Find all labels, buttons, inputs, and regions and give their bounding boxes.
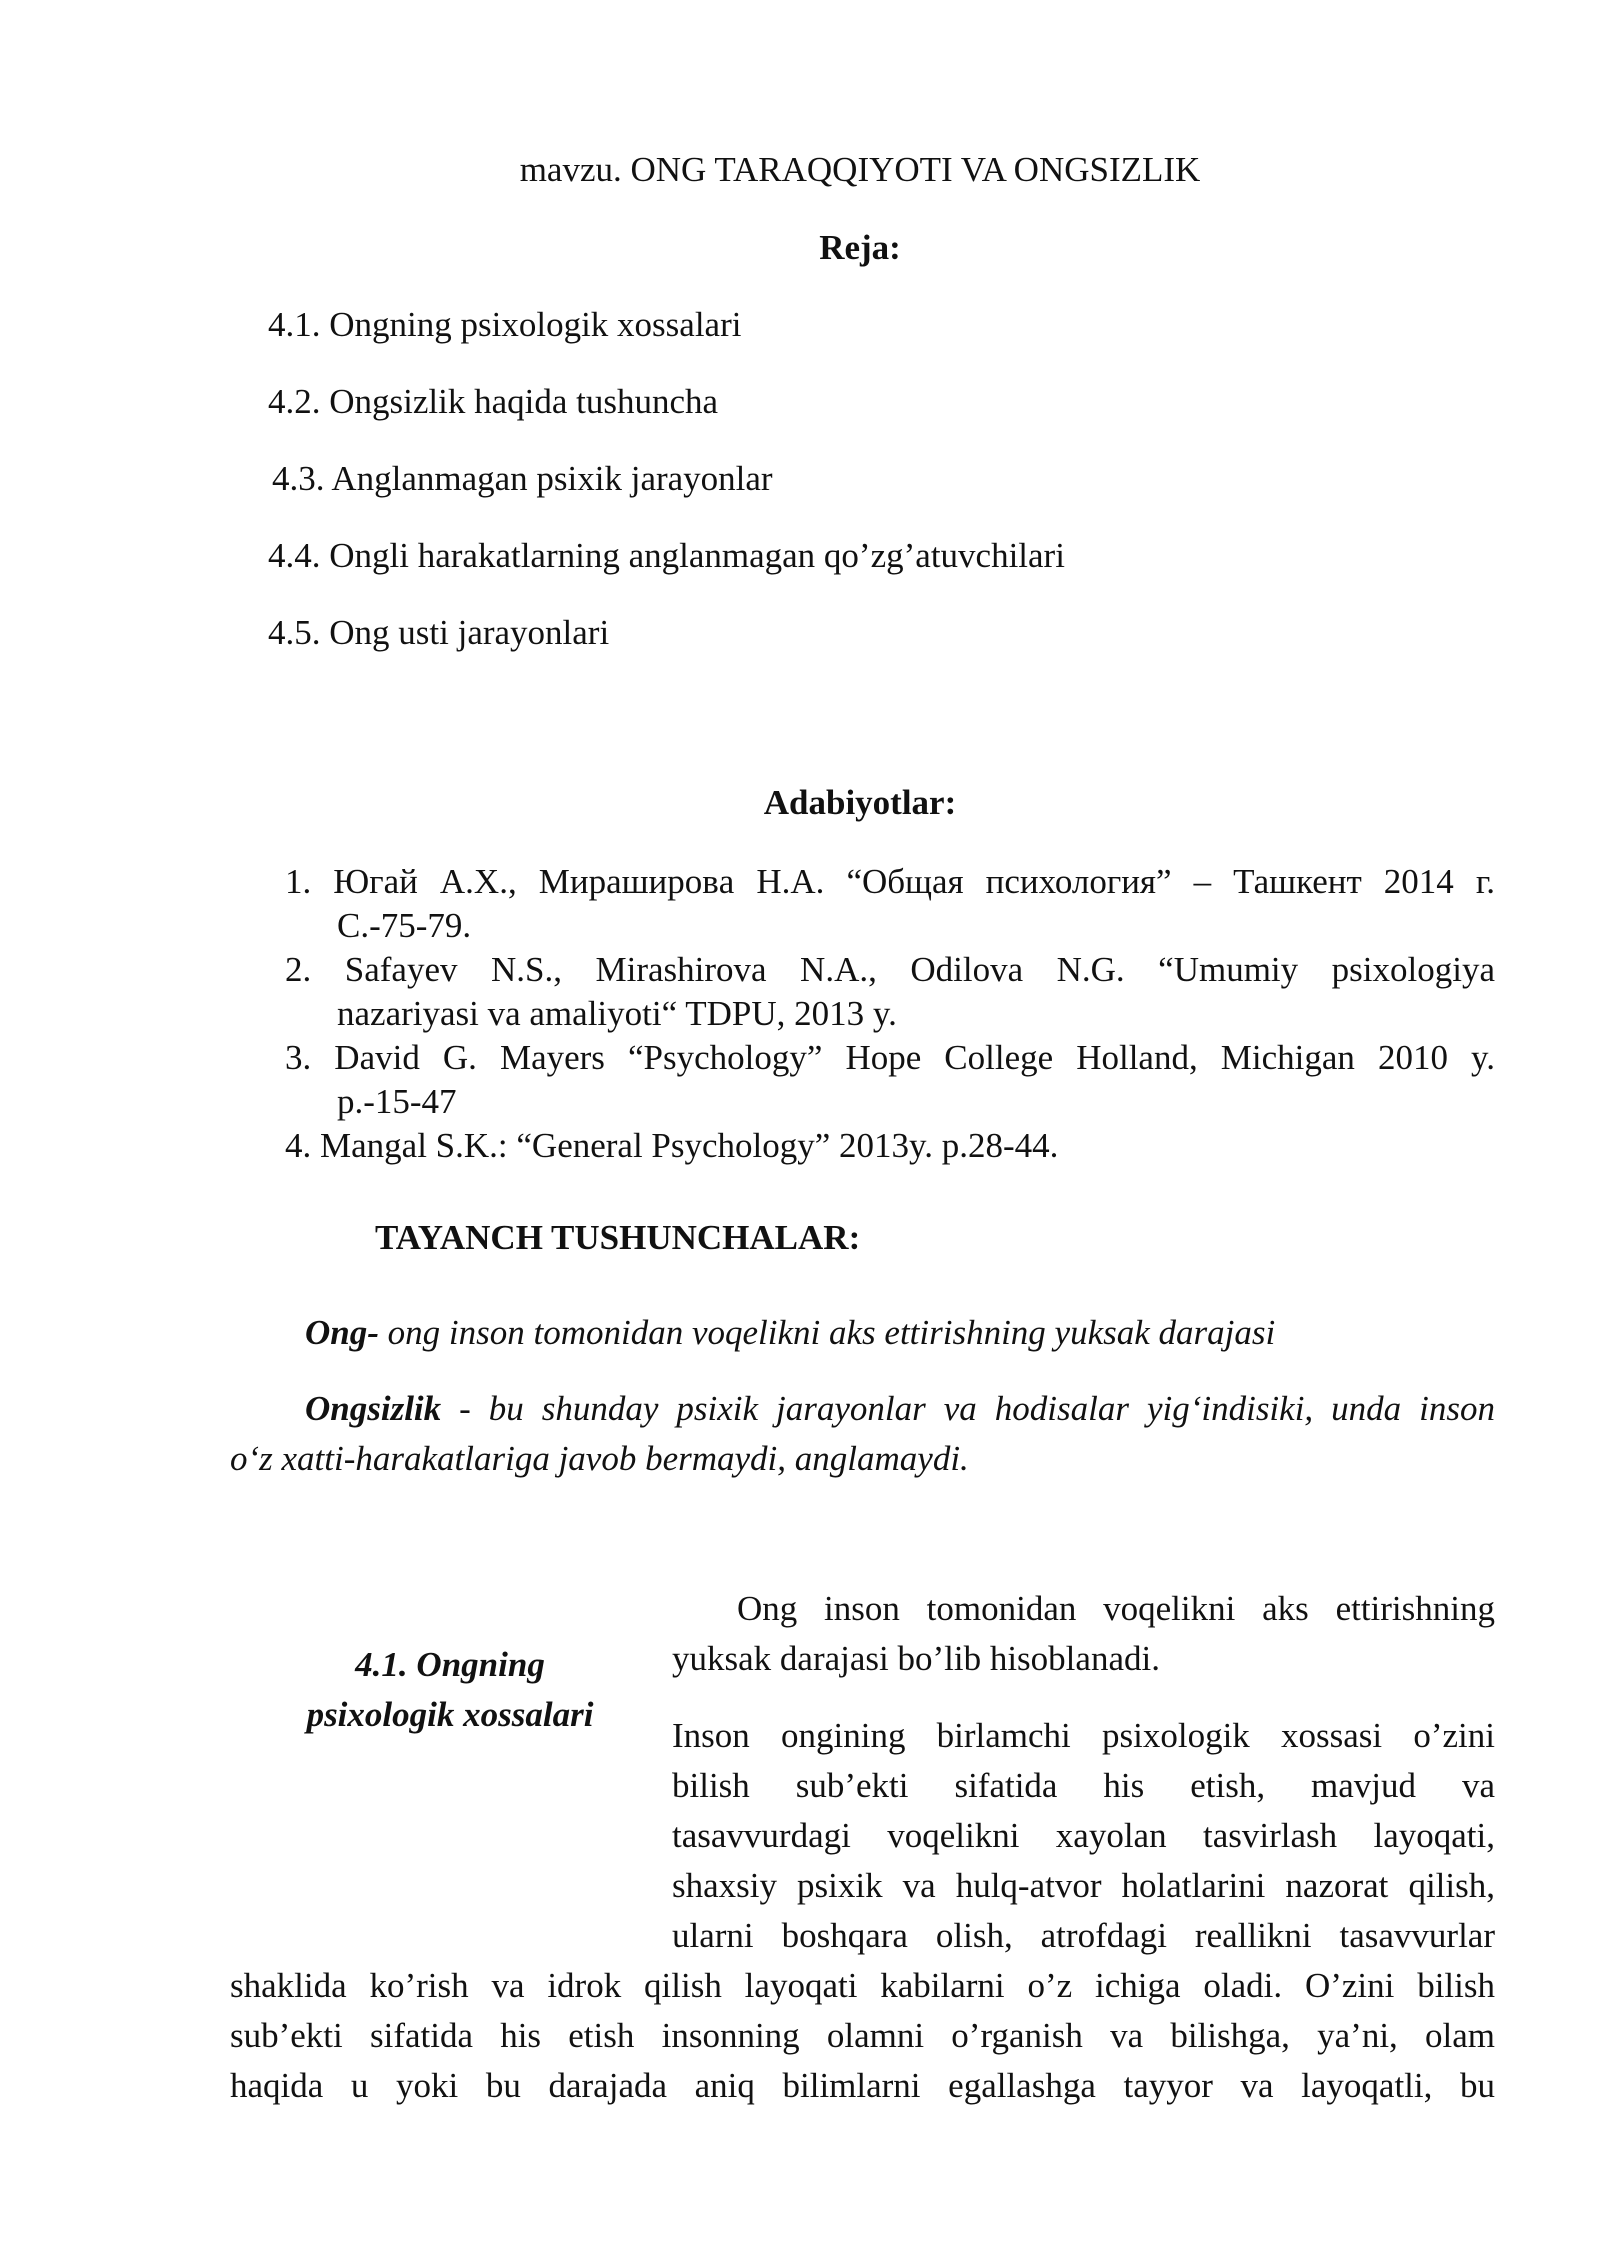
paragraph-line: haqida u yoki bu darajada aniq bilimlarni egallashga tayyor va layoqatli, bu — [230, 2066, 1495, 2105]
section-title-line: 4.1. Ongning — [355, 1645, 545, 1684]
term-ong: Ong- — [305, 1313, 379, 1352]
paragraph-line: ularni boshqara olish, atrofdagi reallikni tasavvurlar — [672, 1916, 1495, 1955]
literature-line: С.-75-79. — [337, 906, 472, 945]
paragraph-line: tasavvurdagi voqelikni xayolan tasvirlash layoqati, — [672, 1816, 1495, 1855]
paragraph-line: Ong inson tomonidan voqelikni aks ettirishning — [737, 1589, 1495, 1628]
term-ongsizlik: Ongsizlik — [305, 1389, 442, 1428]
paragraph-line: shaklida ko’rish va idrok qilish layoqati kabilarni o’z ichiga oladi. O’zini bilish — [230, 1966, 1495, 2005]
plan-item: 4.2. Ongsizlik haqida tushuncha — [268, 382, 719, 421]
plan-item: 4.5. Ong usti jarayonlari — [268, 613, 610, 652]
definition-text: ong inson tomonidan voqelikni aks ettirishning yuksak darajasi — [378, 1313, 1276, 1352]
definition-ongsizlik — [230, 1384, 1495, 1484]
plan-item: 4.4. Ongli harakatlarning anglanmagan qo’zg’atuvchilari — [268, 536, 1065, 575]
definition-text: - bu shunday psixik jarayonlar va hodisalar yig‘indisiki, unda inson — [441, 1389, 1495, 1428]
key-concepts-heading: TAYANCH TUSHUNCHALAR: — [375, 1218, 861, 1257]
literature-line: 2. Safayev N.S., Mirashirova N.A., Odilova N.G. “Umumiy psixologiya — [285, 950, 1495, 989]
paragraph-line: Inson ongining birlamchi psixologik xossasi o’zini — [672, 1716, 1495, 1755]
literature-list — [285, 860, 1495, 1168]
paragraph-line: sub’ekti sifatida his etish insonning olamni o’rganish va bilishga, ya’ni, olam — [230, 2016, 1495, 2055]
literature-line: 3. David G. Mayers “Psychology” Hope College Holland, Michigan 2010 y. — [285, 1038, 1495, 1077]
paragraph-line: shaxsiy psixik va hulq-atvor holatlarini nazorat qilish, — [672, 1866, 1495, 1905]
literature-item — [285, 860, 1495, 948]
literature-item — [285, 1036, 1495, 1124]
page-title: mavzu. ONG TARAQQIYOTI VA ONGSIZLIK — [519, 150, 1201, 189]
paragraph — [672, 1584, 1495, 1684]
literature-line: nazariyasi va amaliyoti“ TDPU, 2013 y. — [337, 994, 897, 1033]
definition-line — [230, 1384, 1495, 1434]
paragraph-line: bilish sub’ekti sifatida his etish, mavjud va — [672, 1766, 1495, 1805]
plan-item: 4.3. Anglanmagan psixik jarayonlar — [272, 459, 773, 498]
paragraph — [672, 1711, 1495, 1961]
section-title — [270, 1640, 630, 1740]
plan-heading: Reja: — [819, 228, 901, 267]
literature-line: 4. Mangal S.K.: “General Psychology” 2013y. p.28-44. — [285, 1126, 1059, 1165]
literature-line: 1. Югай А.Х., Мирашировa Н.А. “Общая психология” – Ташкент 2014 г. — [285, 862, 1495, 901]
literature-item — [285, 948, 1495, 1036]
literature-heading: Adabiyotlar: — [763, 783, 957, 822]
definition-line: o‘z xatti-harakatlariga javob bermaydi, anglamaydi. — [230, 1439, 969, 1478]
definition-ong — [305, 1308, 1495, 1358]
literature-line: p.-15-47 — [337, 1082, 457, 1121]
literature-item — [285, 1124, 1495, 1168]
plan-item: 4.1. Ongning psixologik xossalari — [268, 305, 742, 344]
paragraph — [230, 1961, 1495, 2111]
paragraph-line: yuksak darajasi bo’lib hisoblanadi. — [672, 1639, 1160, 1678]
section-title-line: psixologik xossalari — [306, 1695, 594, 1734]
